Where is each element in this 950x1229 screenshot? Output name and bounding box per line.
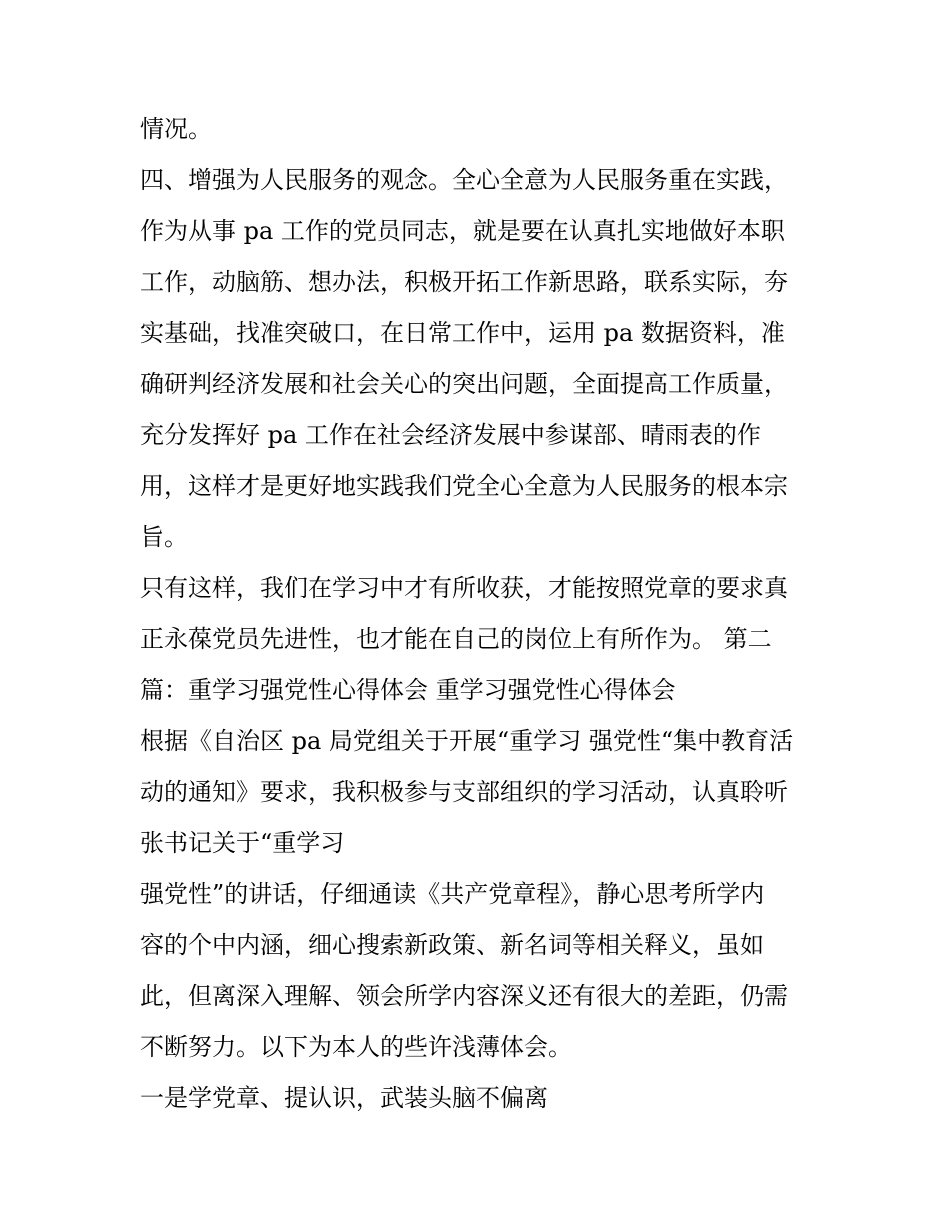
text-line: 篇：重学习强党性心得体会 重学习强党性心得体会 [140,676,676,704]
text-line: 工作，动脑筋、想办法，积极开拓工作新思路，联系实际，夯 [140,268,788,296]
text-line: 不断努力。以下为本人的些许浅薄体会。 [140,1033,572,1061]
text-line: 正永葆党员先进性，也才能在自己的岗位上有所作为。 第二 [140,625,772,653]
text-line: 容的个中内涵，细心搜索新政策、新名词等相关释义，虽如 [140,931,764,959]
text-line: 四、增强为人民服务的观念。全心全意为人民服务重在实践， [140,166,788,194]
text-line: 作为从事 pa 工作的党员同志，就是要在认真扎实地做好本职 [140,217,785,245]
text-line: 一是学党章、提认识，武装头脑不偏离 [140,1084,548,1112]
text-line: 用，这样才是更好地实践我们党全心全意为人民服务的根本宗 [140,472,788,500]
text-line: 情况。 [140,115,212,143]
text-line: 实基础，找准突破口，在日常工作中，运用 pa 数据资料，准 [140,319,785,347]
text-line: 根据《自治区 pa 局党组关于开展“重学习 强党性“集中教育活 [140,727,794,755]
text-line: 只有这样，我们在学习中才有所收获，才能按照党章的要求真 [140,574,788,602]
text-line: 此，但离深入理解、领会所学内容深义还有很大的差距，仍需 [140,982,788,1010]
text-line: 张书记关于“重学习 [140,829,345,857]
text-line: 强党性”的讲话，仔细通读《共产党章程》，静心思考所学内 [140,880,765,908]
text-line: 旨。 [140,523,188,551]
text-line: 动的通知》要求，我积极参与支部组织的学习活动，认真聆听 [140,778,788,806]
text-line: 充分发挥好 pa 工作在社会经济发展中参谋部、晴雨表的作 [140,421,761,449]
text-line: 确研判经济发展和社会关心的突出问题，全面提高工作质量， [140,370,788,398]
